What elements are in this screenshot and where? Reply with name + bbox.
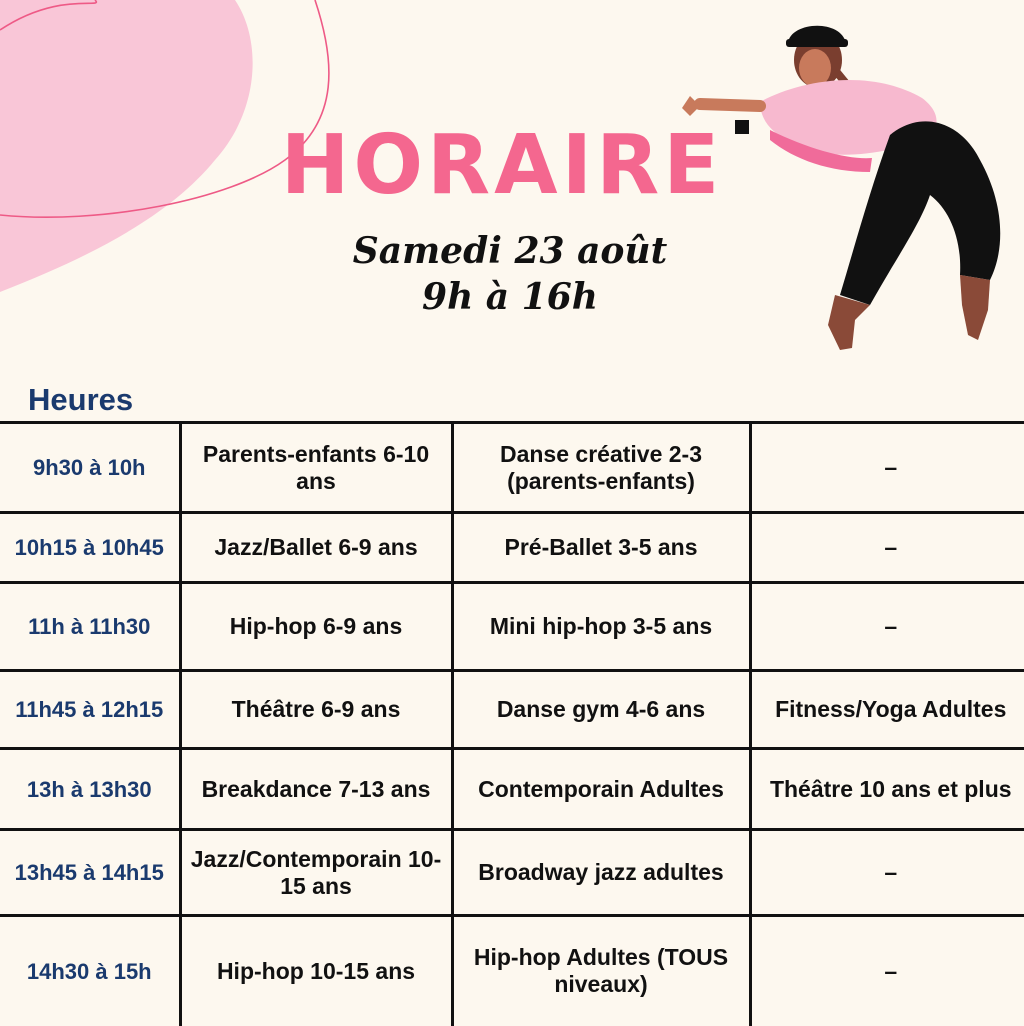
class-cell: –	[750, 583, 1024, 671]
class-cell: Breakdance 7-13 ans	[180, 749, 452, 830]
class-cell: Fitness/Yoga Adultes	[750, 671, 1024, 749]
class-cell: Jazz/Ballet 6-9 ans	[180, 513, 452, 583]
schedule-row	[0, 916, 1024, 1026]
class-cell: Hip-hop 10-15 ans	[180, 916, 452, 1026]
event-date: Samedi 23 août	[352, 230, 668, 272]
class-cell: Jazz/Contemporain 10-15 ans	[180, 830, 452, 916]
class-cell: –	[750, 916, 1024, 1026]
class-cell: –	[750, 830, 1024, 916]
class-cell: Contemporain Adultes	[452, 749, 750, 830]
schedule-row	[0, 749, 1024, 830]
time-slot-cell: 11h45 à 12h15	[0, 671, 180, 749]
schedule-row	[0, 423, 1024, 513]
schedule-row	[0, 671, 1024, 749]
class-cell: –	[750, 513, 1024, 583]
class-cell: Théâtre 10 ans et plus	[750, 749, 1024, 830]
class-cell: Danse gym 4-6 ans	[452, 671, 750, 749]
schedule-table	[0, 421, 1024, 1026]
schedule-row	[0, 513, 1024, 583]
event-date-subtitle	[300, 228, 720, 320]
schedule-row	[0, 830, 1024, 916]
time-slot-cell: 9h30 à 10h	[0, 423, 180, 513]
class-cell: Mini hip-hop 3-5 ans	[452, 583, 750, 671]
class-cell: Danse créative 2-3 (parents-enfants)	[452, 423, 750, 513]
class-cell: Hip-hop Adultes (TOUS niveaux)	[452, 916, 750, 1026]
time-slot-cell: 11h à 11h30	[0, 583, 180, 671]
class-cell: Broadway jazz adultes	[452, 830, 750, 916]
class-cell: Hip-hop 6-9 ans	[180, 583, 452, 671]
page-title: HORAIRE	[280, 118, 724, 213]
schedule-row	[0, 583, 1024, 671]
event-hours: 9h à 16h	[422, 276, 598, 318]
time-slot-cell: 10h15 à 10h45	[0, 513, 180, 583]
class-cell: Parents-enfants 6-10 ans	[180, 423, 452, 513]
time-slot-cell: 14h30 à 15h	[0, 916, 180, 1026]
class-cell: –	[750, 423, 1024, 513]
time-slot-cell: 13h45 à 14h15	[0, 830, 180, 916]
class-cell: Pré-Ballet 3-5 ans	[452, 513, 750, 583]
hours-column-header: Heures	[28, 382, 134, 417]
class-cell: Théâtre 6-9 ans	[180, 671, 452, 749]
time-slot-cell: 13h à 13h30	[0, 749, 180, 830]
